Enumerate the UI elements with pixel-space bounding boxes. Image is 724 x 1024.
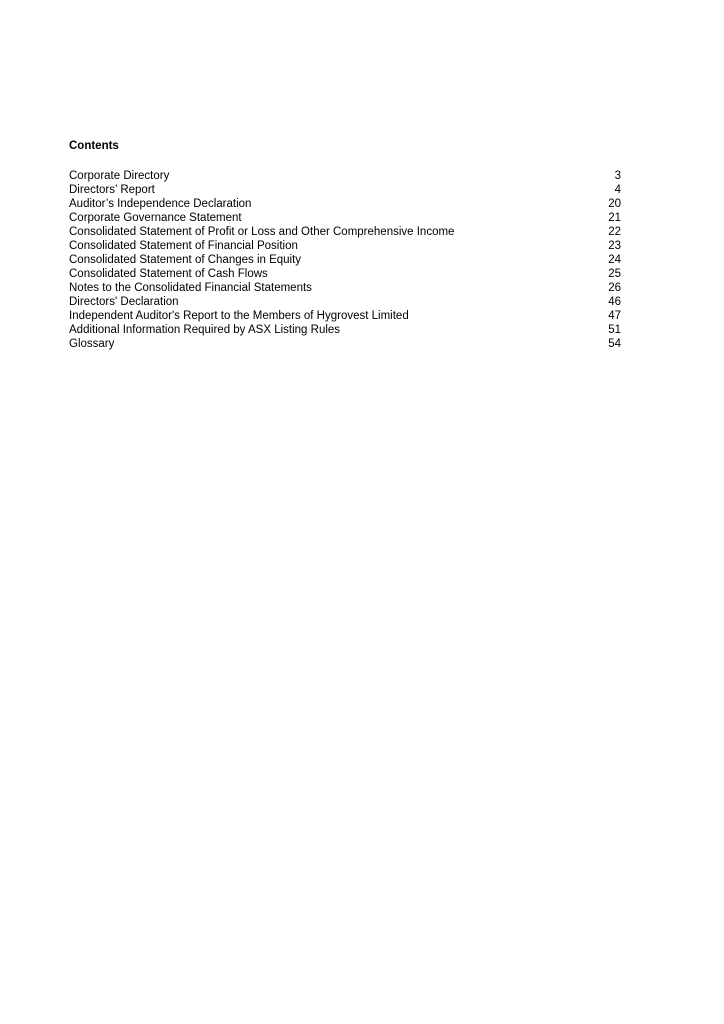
toc-entry-page: 21: [608, 212, 621, 224]
toc-entry-title: Consolidated Statement of Changes in Equity: [69, 254, 302, 266]
toc-entry-page: 20: [608, 198, 621, 210]
toc-entry[interactable]: [69, 253, 621, 267]
contents-heading: Contents: [69, 140, 119, 152]
toc-entry-title: Glossary: [69, 338, 115, 350]
toc-entry-page: 54: [608, 338, 621, 350]
toc-entry-title: Directors' Declaration: [69, 296, 179, 308]
toc-entry[interactable]: [69, 295, 621, 309]
toc-entry-page: 24: [608, 254, 621, 266]
toc-entry-page: 22: [608, 226, 621, 238]
toc-entry[interactable]: [69, 323, 621, 337]
toc-entry-title: Independent Auditor's Report to the Members of Hygrovest Limited: [69, 310, 409, 322]
toc-entry[interactable]: [69, 211, 621, 225]
toc-entry-page: 4: [614, 184, 621, 196]
toc-entry[interactable]: [69, 239, 621, 253]
toc-entry-title: Consolidated Statement of Profit or Loss and Other Comprehensive Income: [69, 226, 455, 238]
toc-entry-page: 23: [608, 240, 621, 252]
toc-entry-page: 3: [614, 170, 621, 182]
toc-entry[interactable]: [69, 337, 621, 351]
table-of-contents: [69, 169, 621, 351]
toc-entry[interactable]: [69, 169, 621, 183]
toc-entry-title: Corporate Governance Statement: [69, 212, 242, 224]
toc-entry[interactable]: [69, 225, 621, 239]
toc-entry-page: 51: [608, 324, 621, 336]
toc-entry-page: 46: [608, 296, 621, 308]
toc-entry-page: 47: [608, 310, 621, 322]
toc-entry-title: Additional Information Required by ASX Listing Rules: [69, 324, 341, 336]
toc-entry[interactable]: [69, 281, 621, 295]
toc-entry[interactable]: [69, 267, 621, 281]
toc-entry-title: Notes to the Consolidated Financial Statements: [69, 282, 312, 294]
toc-entry-title: Consolidated Statement of Cash Flows: [69, 268, 268, 280]
toc-entry-title: Corporate Directory: [69, 170, 170, 182]
toc-entry-title: Consolidated Statement of Financial Position: [69, 240, 298, 252]
toc-entry[interactable]: [69, 197, 621, 211]
toc-entry-title: Directors’ Report: [69, 184, 155, 196]
toc-entry-page: 26: [608, 282, 621, 294]
toc-entry-title: Auditor’s Independence Declaration: [69, 198, 252, 210]
toc-entry[interactable]: [69, 309, 621, 323]
toc-entry-page: 25: [608, 268, 621, 280]
toc-entry[interactable]: [69, 183, 621, 197]
